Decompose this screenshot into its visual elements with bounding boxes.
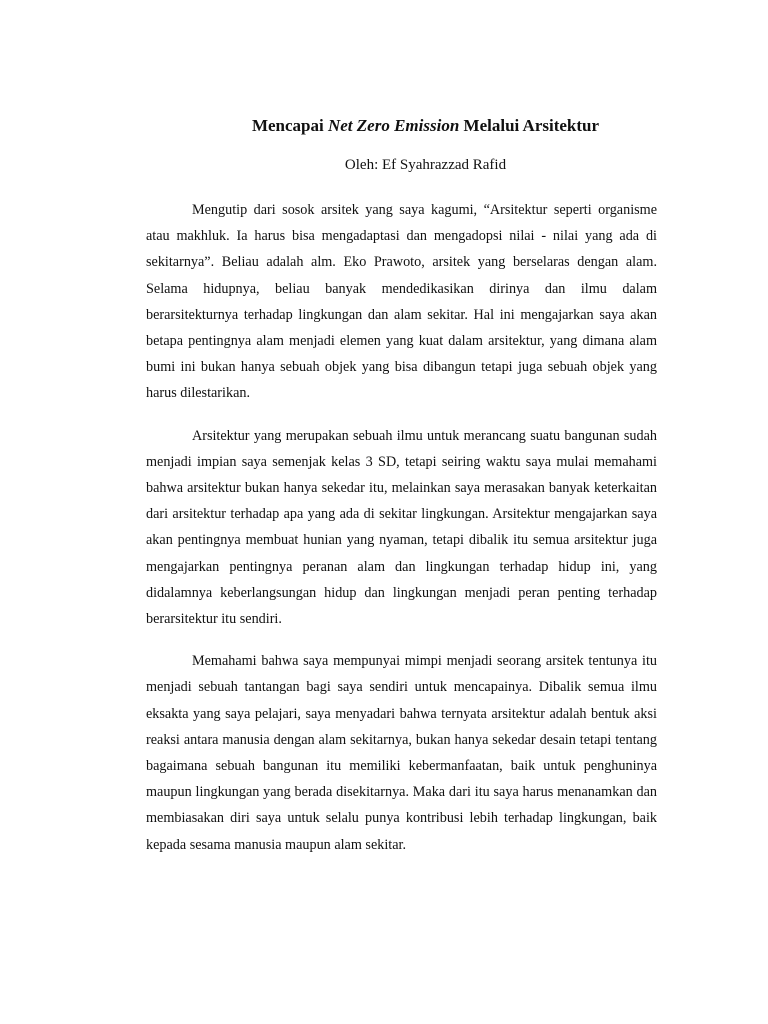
document-title <box>194 114 657 138</box>
title-suffix: Melalui Arsitektur <box>459 116 600 135</box>
paragraph-2: Arsitektur yang merupakan sebuah ilmu untuk merancang suatu bangunan sudah menjadi impian saya semenjak kelas 3 SD, tetapi seiring waktu saya mulai memahami bahwa arsitektur bukan hanya sekedar itu, melainkan saya merasakan banyak keterkaitan dari arsitektur terhadap apa yang ada di sekitar lingkungan. Arsitektur mengajarkan saya akan pentingnya membuat hunian yang nyaman, tetapi dibalik itu semua arsitektur juga mengajarkan pentingnya peranan alam dan lingkungan terhadap hidup ini, yang didalamnya keberlangsungan hidup dan lingkungan menjadi peran penting terhadap berarsitektur itu sendiri. <box>146 427 657 628</box>
document-page <box>146 114 657 874</box>
document-body <box>146 197 657 858</box>
title-prefix: Mencapai <box>251 116 328 135</box>
paragraph-3: Memahami bahwa saya mempunyai mimpi menjadi seorang arsitek tentunya itu menjadi sebuah tantangan bagi saya sendiri untuk mencapainya. Dibalik semua ilmu eksakta yang saya pelajari, saya menyadari bahwa ternyata arsitektur adalah bentuk aksi reaksi antara manusia dengan alam sekitarnya, bukan hanya sekedar desain tetapi tentang bagaimana sebuah bangunan itu memiliki kebermanfaatan, baik untuk penghuninya maupun lingkungan yang berada disekitarnya. Maka dari itu saya harus menanamkan dan membiasakan diri saya untuk selalu punya kontribusi lebih terhadap lingkungan, baik kepada sesama manusia maupun alam sekitar. <box>146 653 657 853</box>
document-author: Oleh: Ef Syahrazzad Rafid <box>344 157 507 173</box>
paragraph-1: Mengutip dari sosok arsitek yang saya kagumi, “Arsitektur seperti organisme atau makhluk. Ia harus bisa mengadaptasi dan mengadopsi nilai - nilai yang ada di sekitarnya”. Beliau adalah alm. Eko Prawoto, arsitek yang berselaras dengan alam. Selama hidupnya, beliau banyak mendedikasikan dirinya dan ilmu dalam berarsitekturnya terhadap lingkungan dan alam sekitar. Hal ini mengajarkan saya akan betapa pentingnya alam menjadi elemen yang kuat dalam arsitektur, yang dimana alam bumi ini bukan hanya sebuah objek yang bisa dibangun tetapi juga sebuah objek yang harus dilestarikan. <box>146 202 657 402</box>
title-italic: Net Zero Emission <box>327 116 460 135</box>
